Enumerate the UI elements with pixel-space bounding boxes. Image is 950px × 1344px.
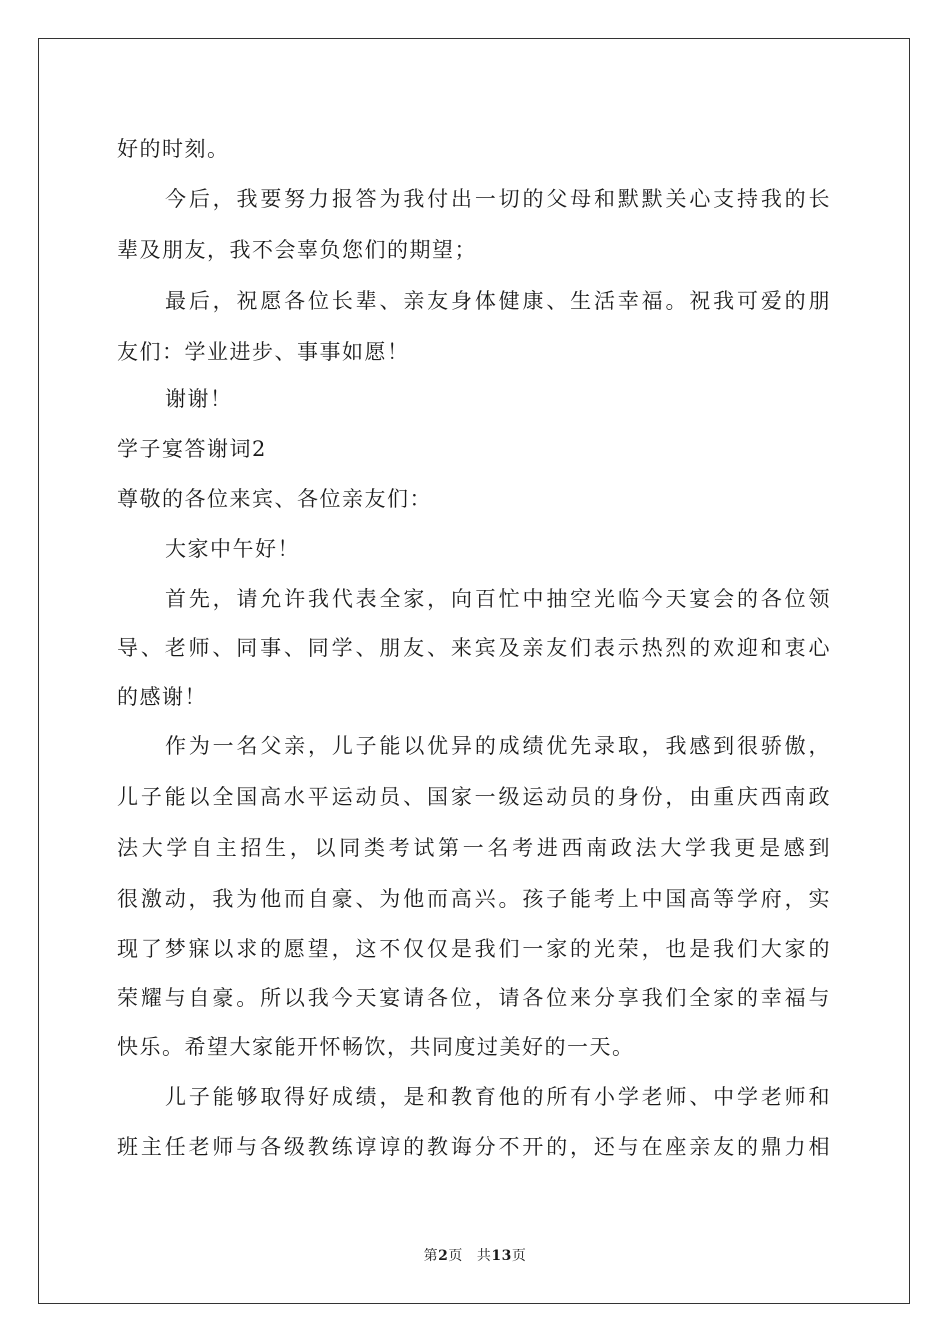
text-line: 今后，我要努力报答为我付出一切的父母和默默关心支持我的长 bbox=[165, 187, 831, 211]
page-number: 2 bbox=[438, 1248, 449, 1264]
total-suffix: 页 bbox=[511, 1248, 527, 1264]
text-line: 现了梦寐以求的愿望，这不仅仅是我们一家的光荣，也是我们大家的 bbox=[117, 937, 831, 961]
text-line: 首先，请允许我代表全家，向百忙中抽空光临今天宴会的各位领 bbox=[165, 587, 831, 611]
text-line: 作为一名父亲，儿子能以优异的成绩优先录取，我感到很骄傲， bbox=[165, 734, 831, 758]
page-frame bbox=[38, 38, 910, 1304]
page-footer bbox=[0, 1246, 950, 1266]
total-pages: 13 bbox=[491, 1248, 512, 1264]
salutation: 尊敬的各位来宾、各位亲友们： bbox=[117, 487, 432, 511]
section-heading: 学子宴答谢词2 bbox=[117, 437, 267, 461]
text-line: 友们：学业进步、事事如愿！ bbox=[117, 340, 410, 364]
text-line: 很激动，我为他而自豪、为他而高兴。孩子能考上中国高等学府，实 bbox=[117, 887, 831, 911]
text-line: 好的时刻。 bbox=[117, 137, 230, 161]
text-line: 班主任老师与各级教练谆谆的教诲分不开的，还与在座亲友的鼎力相 bbox=[117, 1135, 831, 1159]
text-line: 法大学自主招生，以同类考试第一名考进西南政法大学我更是感到 bbox=[117, 836, 831, 860]
text-line: 的感谢！ bbox=[117, 685, 207, 709]
page-prefix: 第 bbox=[423, 1248, 439, 1264]
text-line: 大家中午好！ bbox=[165, 537, 300, 561]
text-line: 荣耀与自豪。所以我今天宴请各位，请各位来分享我们全家的幸福与 bbox=[117, 986, 831, 1010]
text-line: 导、老师、同事、同学、朋友、来宾及亲友们表示热烈的欢迎和衷心 bbox=[117, 636, 831, 660]
page-suffix: 页 bbox=[448, 1248, 463, 1264]
total-prefix: 共 bbox=[476, 1248, 492, 1264]
text-line: 儿子能够取得好成绩，是和教育他的所有小学老师、中学老师和 bbox=[165, 1085, 831, 1109]
text-line: 谢谢！ bbox=[165, 387, 233, 411]
text-line: 快乐。希望大家能开怀畅饮，共同度过美好的一天。 bbox=[117, 1035, 635, 1059]
text-line: 儿子能以全国高水平运动员、国家一级运动员的身份，由重庆西南政 bbox=[117, 785, 831, 809]
text-line: 最后，祝愿各位长辈、亲友身体健康、生活幸福。祝我可爱的朋 bbox=[165, 289, 831, 313]
text-line: 辈及朋友，我不会辜负您们的期望； bbox=[117, 238, 477, 262]
